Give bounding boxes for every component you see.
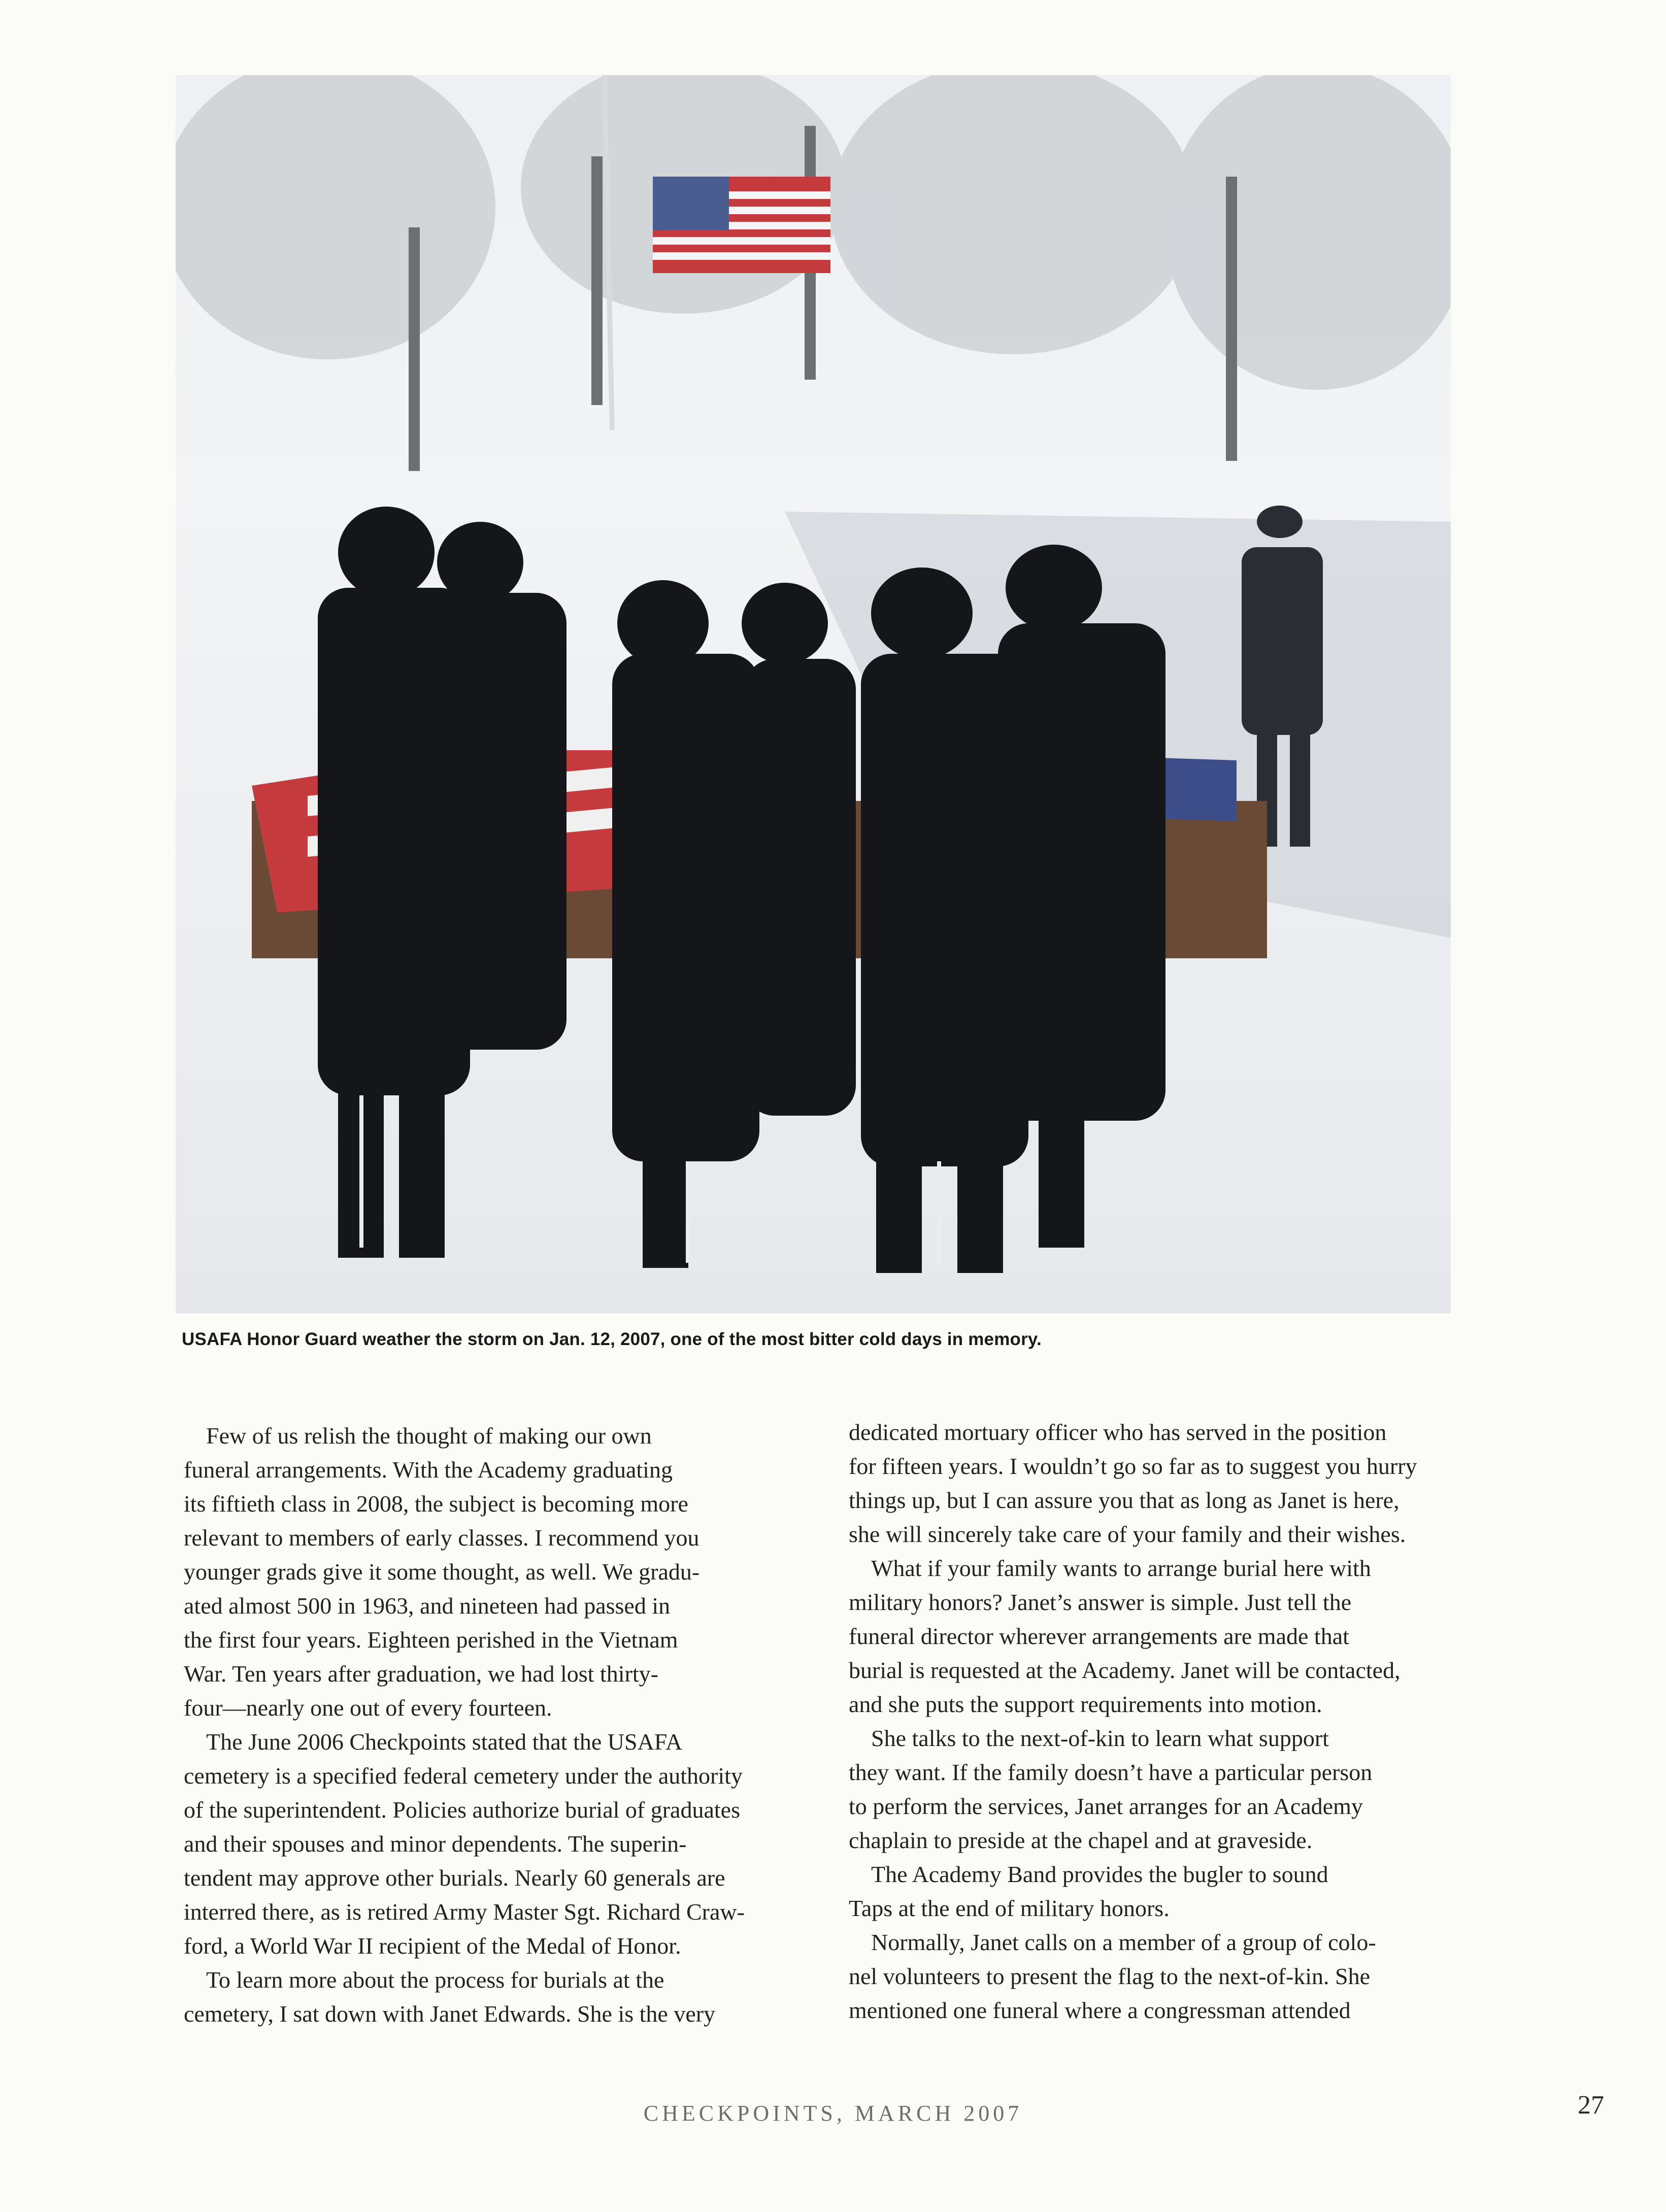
paragraph [184, 1419, 788, 1725]
photo-illustration [176, 75, 1451, 1314]
running-footer: CHECKPOINTS, MARCH 2007 [643, 2101, 1023, 2126]
text-line: she will sincerely take care of your family and their wishes. [849, 1521, 1406, 1547]
text-line: younger grads give it some thought, as well. We gradu- [184, 1559, 700, 1585]
text-line: interred there, as is retired Army Master Sgt. Richard Craw- [184, 1899, 745, 1925]
text-line: military honors? Janet’s answer is simple. Just tell the [849, 1589, 1352, 1615]
text-line: chaplain to preside at the chapel and at graveside. [849, 1827, 1313, 1853]
paragraph [184, 1725, 788, 1963]
text-line: things up, but I can assure you that as long as Janet is here, [849, 1487, 1400, 1513]
text-line: ford, a World War II recipient of the Medal of Honor. [184, 1933, 681, 1959]
text-line: funeral director wherever arrangements are made that [849, 1623, 1349, 1649]
text-line: War. Ten years after graduation, we had lost thirty- [184, 1661, 658, 1687]
paragraph [184, 1963, 788, 2031]
article-column-left [184, 1419, 788, 2031]
text-line: funeral arrangements. With the Academy graduating [184, 1457, 673, 1483]
text-line: dedicated mortuary officer who has served in the position [849, 1419, 1387, 1445]
text-line: She talks to the next-of-kin to learn what support [871, 1725, 1329, 1751]
text-line: and their spouses and minor dependents. The superin- [184, 1831, 687, 1857]
text-line: Normally, Janet calls on a member of a group of colo- [871, 1929, 1376, 1955]
page-number: 27 [1578, 2091, 1604, 2120]
photo-caption: USAFA Honor Guard weather the storm on Jan. 12, 2007, one of the most bitter cold days in memory. [182, 1329, 1042, 1349]
paragraph [849, 1551, 1458, 1721]
text-line: nel volunteers to present the flag to the next-of-kin. She [849, 1963, 1371, 1989]
text-line: relevant to members of early classes. I recommend you [184, 1525, 699, 1551]
text-line: tendent may approve other burials. Nearly 60 generals are [184, 1865, 725, 1891]
text-line: ated almost 500 in 1963, and nineteen had passed in [184, 1593, 671, 1619]
paragraph [849, 1415, 1458, 1551]
text-line: four—nearly one out of every fourteen. [184, 1695, 552, 1721]
text-line: cemetery is a specified federal cemetery under the authority [184, 1763, 743, 1789]
article-column-right [849, 1415, 1458, 2027]
text-line: Few of us relish the thought of making our own [206, 1423, 652, 1449]
honor-guard-photo [176, 75, 1451, 1314]
text-line: to perform the services, Janet arranges for an Academy [849, 1793, 1363, 1819]
text-line: What if your family wants to arrange burial here with [871, 1555, 1371, 1581]
american-flag [653, 177, 830, 273]
text-line: the first four years. Eighteen perished in the Vietnam [184, 1627, 678, 1653]
text-line: of the superintendent. Policies authorize burial of graduates [184, 1797, 740, 1823]
text-line: for fifteen years. I wouldn’t go so far as to suggest you hurry [849, 1453, 1417, 1479]
text-line: they want. If the family doesn’t have a particular person [849, 1759, 1373, 1785]
paragraph [849, 1721, 1458, 1857]
text-line: burial is requested at the Academy. Janet will be contacted, [849, 1657, 1401, 1683]
text-line: The June 2006 Checkpoints stated that the USAFA [206, 1729, 683, 1755]
text-line: The Academy Band provides the bugler to sound [871, 1861, 1328, 1887]
text-line: mentioned one funeral where a congressman attended [849, 1997, 1351, 2023]
text-line: its fiftieth class in 2008, the subject is becoming more [184, 1491, 688, 1517]
paragraph [849, 1857, 1458, 1925]
text-line: Taps at the end of military honors. [849, 1895, 1170, 1921]
paragraph [849, 1925, 1458, 2027]
text-line: cemetery, I sat down with Janet Edwards. She is the very [184, 2001, 716, 2027]
text-line: To learn more about the process for burials at the [206, 1967, 664, 1993]
text-line: and she puts the support requirements into motion. [849, 1691, 1322, 1717]
